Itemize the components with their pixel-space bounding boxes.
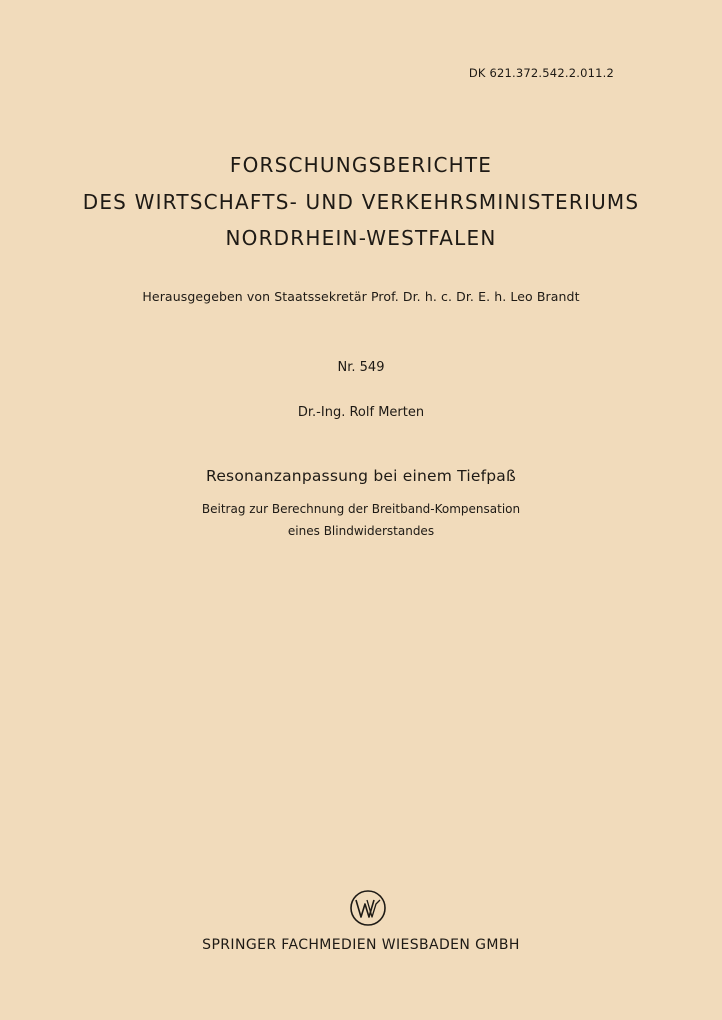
series-title-line-3: NORDRHEIN-WESTFALEN [225,226,497,250]
classification-code: DK 621.372.542.2.011.2 [468,66,614,80]
subtitle-line-2: eines Blindwiderstandes [287,524,435,538]
springer-wv-logo-icon [349,889,387,927]
report-number: Nr. 549 [337,360,385,375]
document-title: Resonanzanpassung bei einem Tiefpaß [206,467,516,485]
subtitle-line-1: Beitrag zur Berechnung der Breitband-Kompensation [201,502,521,516]
publisher-name: SPRINGER FACHMEDIEN WIESBADEN GMBH [202,937,520,953]
series-title-line-1: FORSCHUNGSBERICHTE [229,153,493,177]
author-name: Dr.-Ing. Rolf Merten [297,405,425,420]
series-title-line-2: DES WIRTSCHAFTS- UND VERKEHRSMINISTERIUMS [82,190,640,214]
editor-line: Herausgegeben von Staatssekretär Prof. Dr. h. c. Dr. E. h. Leo Brandt [142,289,580,304]
